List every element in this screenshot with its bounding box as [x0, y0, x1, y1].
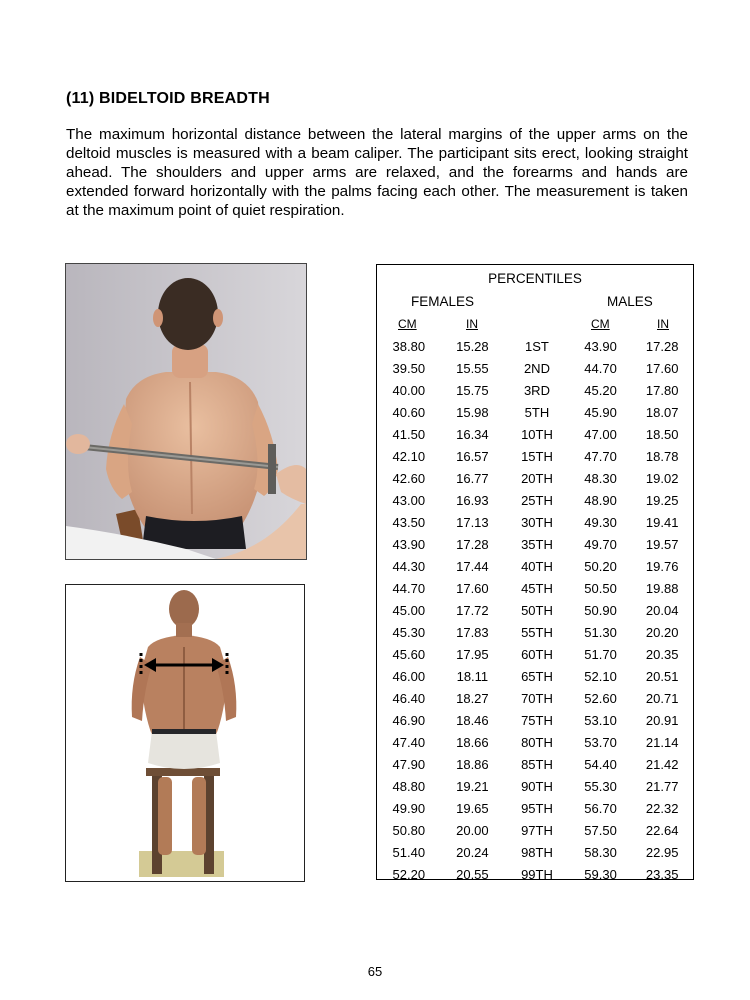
cell-m-in: 19.76 — [645, 558, 679, 574]
males-header: MALES — [607, 294, 653, 309]
table-row — [377, 731, 693, 753]
cell-m-in: 17.80 — [645, 382, 679, 398]
cell-f-in: 16.93 — [456, 492, 489, 508]
cell-pct: 95TH — [521, 800, 553, 816]
cell-f-cm: 49.90 — [392, 800, 426, 816]
cell-pct: 55TH — [521, 624, 553, 640]
table-row — [377, 599, 693, 621]
cell-m-cm: 51.70 — [584, 646, 617, 662]
cell-m-cm: 51.30 — [584, 624, 617, 640]
cell-pct: 75TH — [521, 712, 553, 728]
cell-m-cm: 57.50 — [584, 822, 617, 838]
cell-f-in: 18.46 — [456, 712, 489, 728]
cell-m-cm: 49.30 — [584, 514, 617, 530]
cell-m-cm: 50.50 — [584, 580, 617, 596]
cell-f-cm: 46.40 — [392, 690, 426, 706]
cell-m-in: 21.14 — [645, 734, 679, 750]
percentile-rows — [377, 335, 693, 885]
table-row — [377, 401, 693, 423]
cell-f-in: 18.27 — [456, 690, 489, 706]
cell-f-cm: 48.80 — [392, 778, 426, 794]
cell-f-in: 18.11 — [456, 668, 489, 684]
cell-f-cm: 47.90 — [392, 756, 426, 772]
page-number: 65 — [367, 964, 383, 979]
cell-pct: 2ND — [523, 360, 550, 376]
cell-f-cm: 44.70 — [392, 580, 426, 596]
male-cm-header: CM — [591, 317, 610, 331]
cell-f-in: 17.60 — [456, 580, 489, 596]
table-row — [377, 797, 693, 819]
table-row — [377, 709, 693, 731]
cell-pct: 40TH — [521, 558, 553, 574]
cell-pct: 15TH — [521, 448, 553, 464]
cell-m-cm: 43.90 — [584, 338, 617, 354]
cell-m-cm: 47.00 — [584, 426, 617, 442]
cell-f-cm: 43.00 — [392, 492, 426, 508]
cell-m-in: 22.64 — [645, 822, 679, 838]
cell-f-in: 20.24 — [456, 844, 489, 860]
cell-f-cm: 45.00 — [392, 602, 426, 618]
cell-m-cm: 45.90 — [584, 404, 617, 420]
cell-pct: 45TH — [521, 580, 553, 596]
cell-f-cm: 47.40 — [392, 734, 426, 750]
table-row — [377, 753, 693, 775]
measurement-photo-drawing — [66, 264, 306, 559]
cell-m-cm: 49.70 — [584, 536, 617, 552]
cell-pct: 20TH — [521, 470, 553, 486]
cell-m-in: 20.04 — [645, 602, 679, 618]
cell-pct: 60TH — [521, 646, 553, 662]
cell-f-in: 16.57 — [456, 448, 489, 464]
cell-pct: 97TH — [521, 822, 553, 838]
cell-pct: 35TH — [521, 536, 553, 552]
cell-m-cm: 55.30 — [584, 778, 617, 794]
cell-m-cm: 52.60 — [584, 690, 617, 706]
cell-f-in: 19.21 — [456, 778, 489, 794]
cell-f-cm: 46.00 — [392, 668, 426, 684]
cell-f-cm: 40.00 — [392, 382, 426, 398]
table-row — [377, 467, 693, 489]
cell-f-cm: 45.30 — [392, 624, 426, 640]
female-cm-header: CM — [398, 317, 417, 331]
cell-m-cm: 48.30 — [584, 470, 617, 486]
cell-f-in: 17.28 — [456, 536, 489, 552]
cell-f-cm: 41.50 — [392, 426, 426, 442]
cell-m-cm: 53.10 — [584, 712, 617, 728]
cell-m-in: 20.20 — [645, 624, 679, 640]
cell-m-in: 18.78 — [645, 448, 679, 464]
cell-m-in: 18.50 — [645, 426, 679, 442]
cell-f-cm: 42.60 — [392, 470, 426, 486]
cell-m-cm: 54.40 — [584, 756, 617, 772]
cell-pct: 30TH — [521, 514, 553, 530]
cell-f-in: 15.55 — [456, 360, 489, 376]
cell-f-cm: 38.80 — [392, 338, 426, 354]
cell-m-cm: 50.20 — [584, 558, 617, 574]
cell-pct: 10TH — [521, 426, 553, 442]
cell-f-in: 19.65 — [456, 800, 489, 816]
measurement-illustration — [65, 584, 305, 882]
cell-pct: 80TH — [521, 734, 553, 750]
cell-m-cm: 44.70 — [584, 360, 617, 376]
cell-f-cm: 45.60 — [392, 646, 426, 662]
cell-f-cm: 43.90 — [392, 536, 426, 552]
table-row — [377, 379, 693, 401]
cell-m-in: 22.95 — [645, 844, 679, 860]
cell-m-cm: 53.70 — [584, 734, 617, 750]
cell-m-cm: 59.30 — [584, 866, 617, 882]
cell-f-in: 16.34 — [456, 426, 489, 442]
table-row — [377, 863, 693, 885]
cell-f-in: 18.66 — [456, 734, 489, 750]
cell-f-in: 15.98 — [456, 404, 489, 420]
table-row — [377, 819, 693, 841]
measurement-illustration-drawing — [66, 585, 304, 881]
cell-m-in: 20.71 — [645, 690, 679, 706]
cell-pct: 70TH — [521, 690, 553, 706]
table-row — [377, 775, 693, 797]
cell-m-in: 21.77 — [645, 778, 679, 794]
cell-f-in: 17.44 — [456, 558, 489, 574]
table-row — [377, 357, 693, 379]
cell-pct: 90TH — [521, 778, 553, 794]
cell-f-in: 17.72 — [456, 602, 489, 618]
cell-m-in: 17.28 — [645, 338, 679, 354]
cell-m-in: 22.32 — [645, 800, 679, 816]
cell-m-in: 23.35 — [645, 866, 679, 882]
cell-f-cm: 51.40 — [392, 844, 426, 860]
cell-f-in: 15.28 — [456, 338, 489, 354]
cell-f-cm: 43.50 — [392, 514, 426, 530]
cell-f-in: 16.77 — [456, 470, 489, 486]
cell-f-cm: 39.50 — [392, 360, 426, 376]
cell-f-in: 18.86 — [456, 756, 489, 772]
females-header: FEMALES — [411, 294, 475, 309]
cell-pct: 1ST — [525, 338, 549, 354]
table-title: PERCENTILES — [488, 271, 582, 286]
measurement-description: The maximum horizontal distance between the lateral margins of the upper arms on the deltoid muscles is measured with a beam caliper. The participant sits erect, looking straight ahead. The shoulders and upper arms are relaxed, and the forearms and hands are extended forward horizontally with the palms facing each other. The measurement is taken at the maximum point of quiet respiration. — [66, 126, 688, 219]
cell-m-cm: 50.90 — [584, 602, 617, 618]
cell-m-in: 19.25 — [645, 492, 679, 508]
cell-m-in: 19.88 — [645, 580, 679, 596]
cell-pct: 99TH — [521, 866, 553, 882]
cell-pct: 50TH — [521, 602, 553, 618]
cell-m-in: 19.41 — [645, 514, 679, 530]
cell-pct: 3RD — [523, 382, 550, 398]
cell-m-in: 20.91 — [645, 712, 679, 728]
cell-f-in: 17.13 — [456, 514, 489, 530]
table-row — [377, 533, 693, 555]
cell-m-cm: 58.30 — [584, 844, 617, 860]
cell-pct: 85TH — [521, 756, 553, 772]
cell-pct: 25TH — [521, 492, 553, 508]
table-row — [377, 841, 693, 863]
table-row — [377, 555, 693, 577]
cell-m-cm: 56.70 — [584, 800, 617, 816]
female-in-header: IN — [466, 317, 478, 331]
cell-f-cm: 50.80 — [392, 822, 426, 838]
cell-f-in: 20.55 — [456, 866, 489, 882]
table-row — [377, 511, 693, 533]
cell-m-in: 19.57 — [645, 536, 679, 552]
cell-f-in: 17.95 — [456, 646, 489, 662]
male-in-header: IN — [657, 317, 669, 331]
cell-m-cm: 47.70 — [584, 448, 617, 464]
table-row — [377, 335, 693, 357]
cell-f-in: 17.83 — [456, 624, 489, 640]
cell-m-in: 20.51 — [645, 668, 679, 684]
cell-f-in: 15.75 — [456, 382, 489, 398]
cell-m-cm: 48.90 — [584, 492, 617, 508]
cell-m-in: 18.07 — [645, 404, 679, 420]
percentile-table — [376, 264, 694, 880]
cell-f-in: 20.00 — [456, 822, 489, 838]
cell-m-in: 17.60 — [645, 360, 679, 376]
table-row — [377, 621, 693, 643]
cell-m-in: 21.42 — [645, 756, 679, 772]
cell-pct: 5TH — [524, 404, 550, 420]
table-row — [377, 577, 693, 599]
table-row — [377, 423, 693, 445]
cell-m-in: 19.02 — [645, 470, 679, 486]
table-row — [377, 489, 693, 511]
cell-f-cm: 40.60 — [392, 404, 426, 420]
cell-f-cm: 46.90 — [392, 712, 426, 728]
cell-pct: 65TH — [521, 668, 553, 684]
cell-pct: 98TH — [521, 844, 553, 860]
table-row — [377, 445, 693, 467]
measurement-photo — [65, 263, 307, 560]
section-heading: (11) BIDELTOID BREADTH — [66, 90, 270, 107]
cell-f-cm: 42.10 — [392, 448, 426, 464]
cell-m-cm: 52.10 — [584, 668, 617, 684]
cell-m-in: 20.35 — [645, 646, 679, 662]
table-row — [377, 687, 693, 709]
cell-f-cm: 52.20 — [392, 866, 426, 882]
table-row — [377, 665, 693, 687]
cell-m-cm: 45.20 — [584, 382, 617, 398]
table-row — [377, 643, 693, 665]
cell-f-cm: 44.30 — [392, 558, 426, 574]
